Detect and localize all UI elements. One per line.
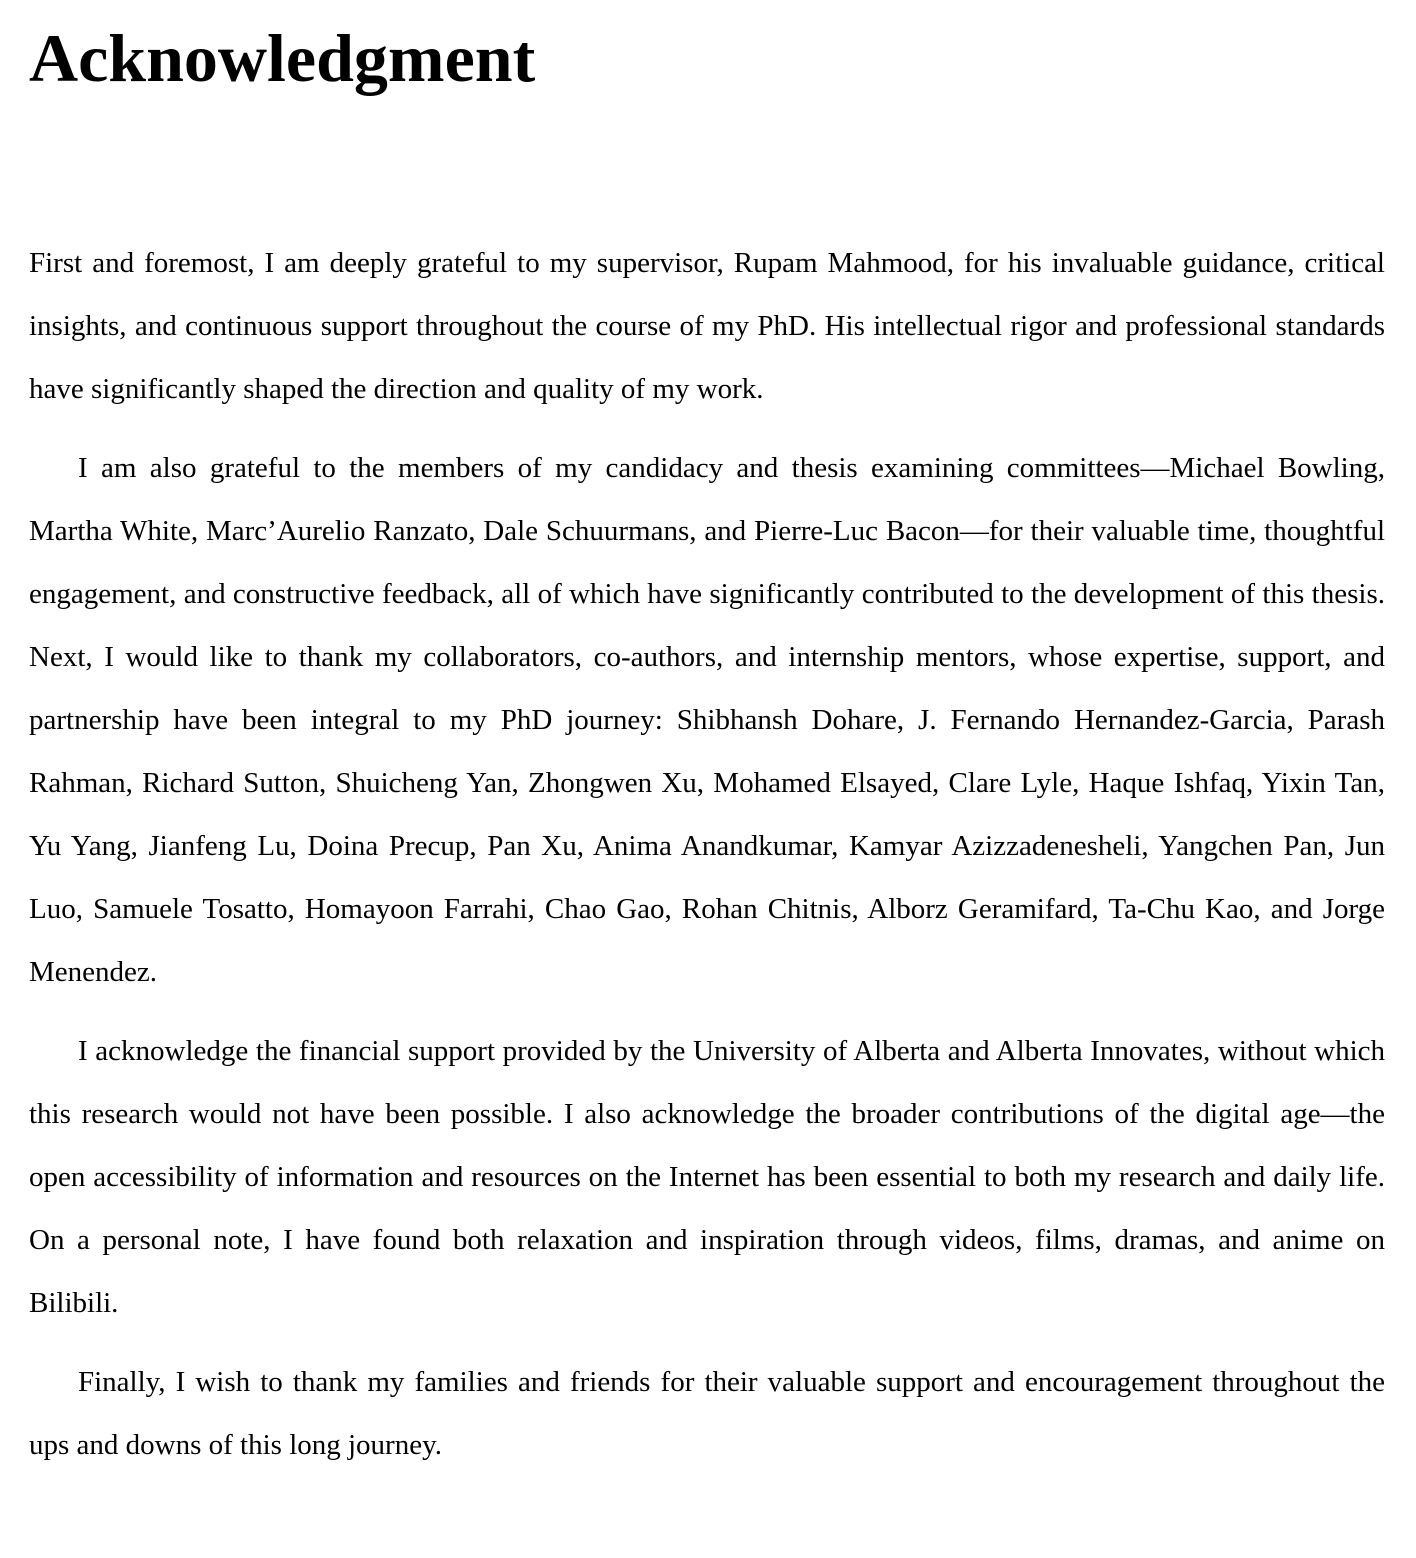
page-title: Acknowledgment — [29, 20, 536, 96]
document-page — [29, 0, 1385, 1461]
paragraph-financial-support: I acknowledge the financial support provided by the University of Alberta and Alberta Innovates, without which this research would not have been possible. I also acknowledge the broader contributions of the digital age—the open accessibility of information and resources on the Internet has been essential to both my research and daily life. On a personal note, I have found both relaxation and inspiration through videos, films, dramas, and anime on Bilibili. — [29, 1035, 1385, 1319]
paragraph-family-friends: Finally, I wish to thank my families and friends for their valuable support and encouragement throughout the ups and downs of this long journey. — [29, 1366, 1385, 1461]
paragraph-committee-collaborators: I am also grateful to the members of my candidacy and thesis examining committees—Michael Bowling, Martha White, Marc’Aurelio Ranzato, Dale Schuurmans, and Pierre-Luc Bacon—for their valuable time, thoughtful engagement, and constructive feedback, all of which have significantly contributed to the development of this thesis. Next, I would like to thank my collaborators, co-authors, and internship mentors, whose expertise, support, and partnership have been integral to my PhD journey: Shibhansh Dohare, J. Fernando Hernandez-Garcia, Parash Rahman, Richard Sutton, Shuicheng Yan, Zhongwen Xu, Mohamed Elsayed, Clare Lyle, Haque Ishfaq, Yixin Tan, Yu Yang, Jianfeng Lu, Doina Precup, Pan Xu, Anima Anandkumar, Kamyar Azizzadenesheli, Yangchen Pan, Jun Luo, Samuele Tosatto, Homayoon Farrahi, Chao Gao, Rohan Chitnis, Alborz Geramifard, Ta-Chu Kao, and Jorge Menendez. — [29, 452, 1385, 988]
paragraph-supervisor: First and foremost, I am deeply grateful to my supervisor, Rupam Mahmood, for his invaluable guidance, critical insights, and continuous support throughout the course of my PhD. His intellectual rigor and professional standards have significantly shaped the direction and quality of my work. — [29, 247, 1385, 405]
acknowledgment-body — [29, 232, 1385, 1493]
